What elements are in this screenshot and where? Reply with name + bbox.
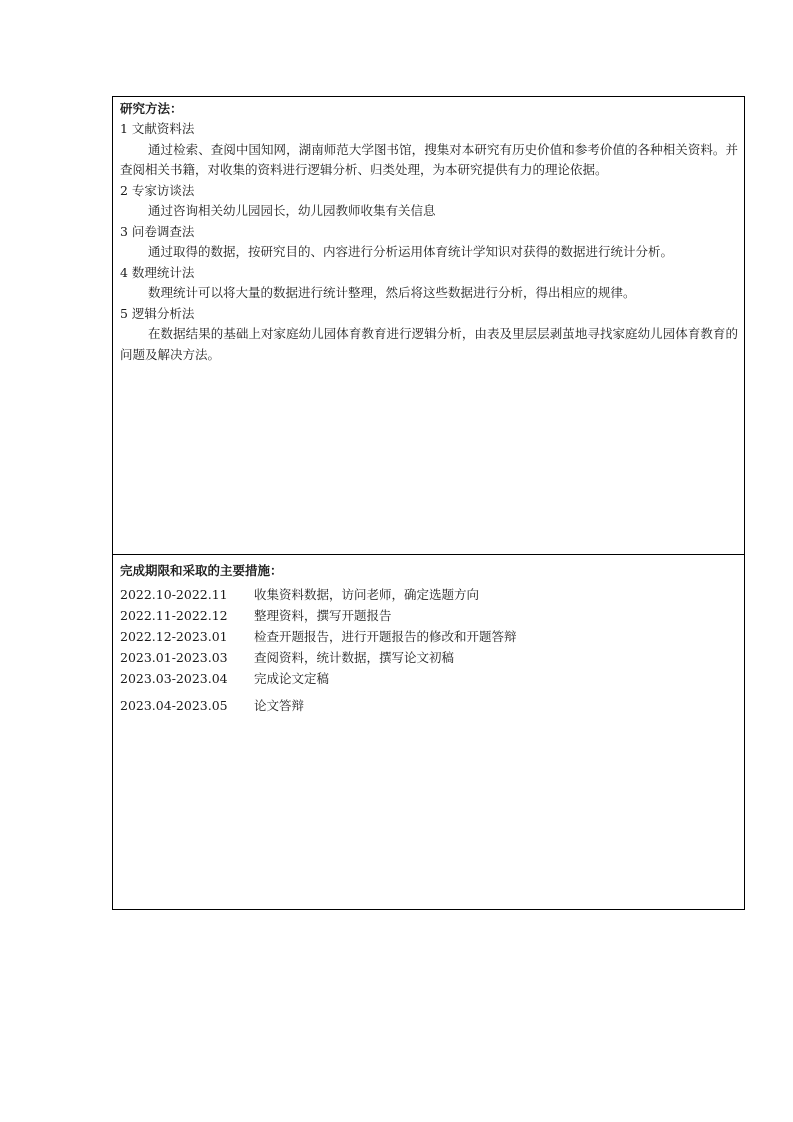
schedule-period: 2023.03-2023.04 — [120, 671, 228, 686]
schedule-row — [120, 668, 738, 689]
schedule-task: 检查开题报告，进行开题报告的修改和开题答辩 — [254, 629, 517, 644]
proposal-table — [112, 96, 745, 910]
schedule-period: 2022.12-2023.01 — [120, 629, 228, 644]
schedule-cell — [113, 555, 744, 909]
schedule-period: 2023.01-2023.03 — [120, 650, 228, 665]
schedule-task: 收集资料数据，访问老师，确定选题方向 — [254, 587, 480, 602]
method-title-interview: 2 专家访谈法 — [120, 182, 195, 198]
schedule-row — [120, 695, 738, 716]
schedule-task: 完成论文定稿 — [254, 671, 330, 686]
research-methods-heading: 研究方法： — [120, 101, 183, 116]
method-title-questionnaire: 3 问卷调查法 — [120, 223, 195, 239]
schedule-period: 2023.04-2023.05 — [120, 698, 228, 713]
method-body-statistics: 数理统计可以将大量的数据进行统计整理，然后将这些数据进行分析，得出相应的规律。 — [148, 285, 636, 300]
schedule-row — [120, 584, 738, 605]
method-body-logic: 在数据结果的基础上对家庭幼儿园体育教育进行逻辑分析，由表及里层层剥茧地寻找家庭幼儿园体育教育的问题及解决方法。 — [120, 326, 738, 362]
method-body-literature: 通过检索、查阅中国知网，湖南师范大学图书馆，搜集对本研究有历史价值和参考价值的各种相关资料。并查阅相关书籍，对收集的资料进行逻辑分析、归类处理，为本研究提供有力的理论依据。 — [120, 141, 738, 177]
method-body-interview: 通过咨询相关幼儿园园长，幼儿园教师收集有关信息 — [148, 203, 436, 218]
schedule-row — [120, 605, 738, 626]
research-methods-cell — [113, 97, 744, 555]
schedule-row — [120, 626, 738, 647]
method-title-logic: 5 逻辑分析法 — [120, 305, 195, 321]
method-title-literature: 1 文献资料法 — [120, 121, 195, 136]
method-title-statistics: 4 数理统计法 — [120, 264, 195, 280]
method-body-questionnaire: 通过取得的数据，按研究目的、内容进行分析运用体育统计学知识对获得的数据进行统计分析。 — [148, 244, 674, 259]
schedule-period: 2022.11-2022.12 — [120, 608, 228, 623]
schedule-period: 2022.10-2022.11 — [120, 587, 228, 602]
schedule-task: 查阅资料，统计数据，撰写论文初稿 — [254, 650, 455, 665]
schedule-row — [120, 647, 738, 668]
schedule-heading: 完成期限和采取的主要措施： — [120, 563, 283, 578]
schedule-task: 论文答辩 — [254, 698, 305, 713]
schedule-task: 整理资料，撰写开题报告 — [254, 608, 392, 623]
